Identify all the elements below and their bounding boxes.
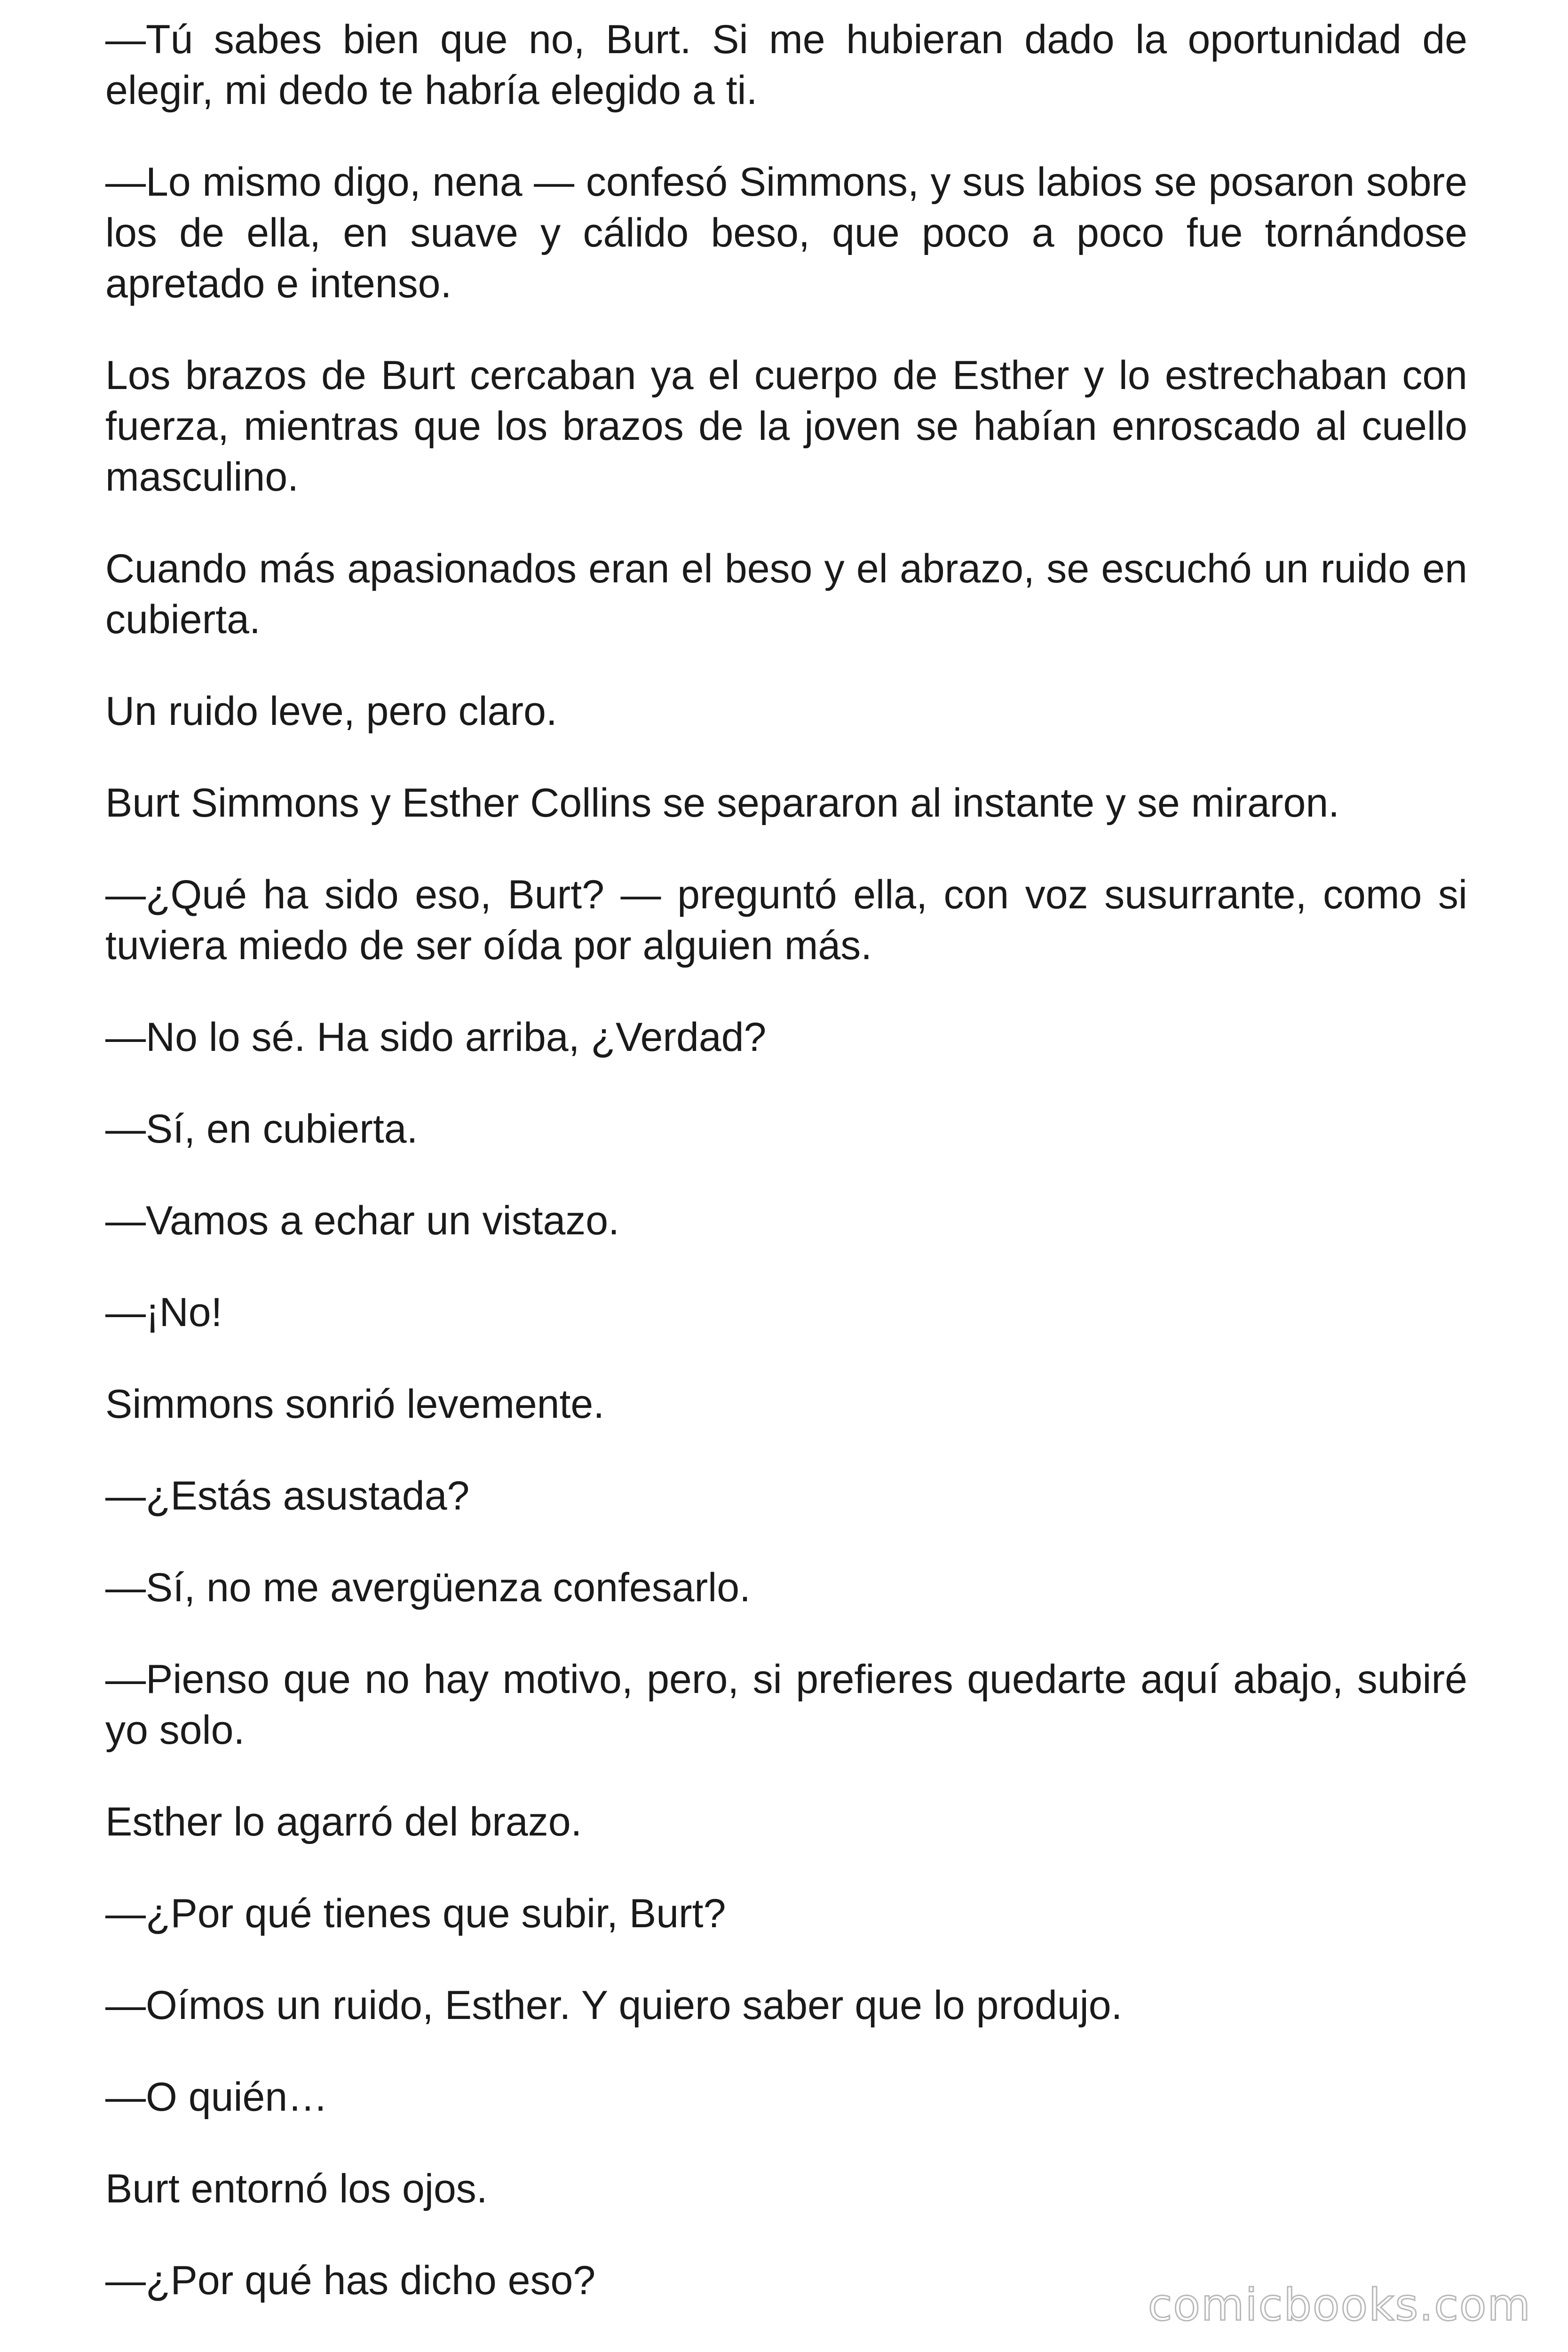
paragraph: Los brazos de Burt cercaban ya el cuerpo de Esther y lo estrechaban con fuerza, mientras que los brazos de la joven se habían enroscado al cuello masculino. (105, 353, 1467, 500)
paragraph: —¡No! (105, 1290, 222, 1335)
paragraph: —Vamos a echar un vistazo. (105, 1198, 620, 1243)
paragraph: —¿Qué ha sido eso, Burt? — preguntó ella, con voz susurrante, como si tuviera miedo de ser oída por alguien más. (105, 872, 1467, 968)
paragraph: —¿Por qué tienes que subir, Burt? (105, 1891, 726, 1936)
paragraph: Esther lo agarró del brazo. (105, 1799, 582, 1844)
paragraph: —Sí, en cubierta. (105, 1106, 418, 1152)
paragraph: —¿Por qué has dicho eso? (105, 2258, 596, 2303)
watermark: comicbooks.com (1148, 2280, 1531, 2331)
paragraph: Simmons sonrió levemente. (105, 1382, 605, 1427)
paragraph: —¿Estás asustada? (105, 1473, 470, 1518)
paragraph: —Pienso que no hay motivo, pero, si prefieres quedarte aquí abajo, subiré yo solo. (105, 1657, 1467, 1753)
document-page (105, 14, 1467, 2347)
paragraph: Burt Simmons y Esther Collins se separaron al instante y se miraron. (105, 780, 1340, 826)
paragraph: —Tú sabes bien que no, Burt. Si me hubieran dado la oportunidad de elegir, mi dedo te habría elegido a ti. (105, 17, 1467, 113)
paragraph: Burt entornó los ojos. (105, 2166, 488, 2211)
paragraph: Un ruido leve, pero claro. (105, 689, 557, 734)
paragraph: —O quién… (105, 2074, 328, 2120)
paragraph: —Lo mismo digo, nena — confesó Simmons, y sus labios se posaron sobre los de ella, en suave y cálido beso, que poco a poco fue tornándose apretado e intenso. (105, 159, 1467, 306)
paragraph: Cuando más apasionados eran el beso y el abrazo, se escuchó un ruido en cubierta. (105, 546, 1467, 642)
paragraph: —No lo sé. Ha sido arriba, ¿Verdad? (105, 1015, 767, 1060)
paragraph: —Oímos un ruido, Esther. Y quiero saber que lo produjo. (105, 1983, 1123, 2028)
paragraph: —Sí, no me avergüenza confesarlo. (105, 1565, 751, 1610)
